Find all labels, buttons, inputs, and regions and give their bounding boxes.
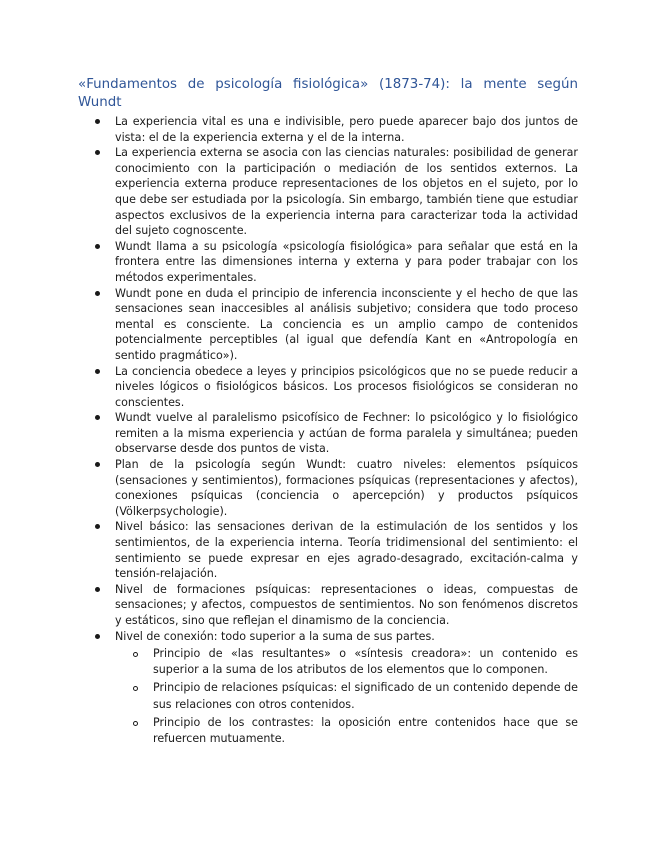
bullet-icon	[95, 634, 100, 639]
list-item	[78, 114, 578, 145]
bullet-icon	[95, 244, 100, 249]
list-item	[78, 457, 578, 519]
bullet-icon	[95, 415, 100, 420]
list-item	[78, 629, 578, 748]
list-item	[78, 582, 578, 629]
sub-list-item-text: Principio de «las resultantes» o «síntesis creadora»: un contenido es superior a la suma de los atributos de los elementos que lo componen.	[153, 646, 578, 677]
list-item-text: Wundt vuelve al paralelismo psicofísico de Fechner: lo psicológico y lo fisiológico remiten a la misma experiencia y actúan de forma paralela y simultánea; pueden observarse desde dos puntos de vista.	[115, 411, 578, 456]
bullet-icon	[95, 587, 100, 592]
list-item	[78, 410, 578, 457]
list-item	[78, 145, 578, 239]
bullet-icon	[95, 524, 100, 529]
sub-bullet-list	[115, 646, 578, 748]
bullet-icon	[95, 462, 100, 467]
list-item-text: Plan de la psicología según Wundt: cuatro niveles: elementos psíquicos (sensaciones y sentimientos), formaciones psíquicas (representaciones y afectos), conexiones psíquicas (conciencia o apercepción) y productos psíquicos (Völkerpsychologie).	[115, 458, 578, 518]
sub-list-item-text: Principio de los contrastes: la oposición entre contenidos hace que se refuercen mutuamente.	[153, 715, 578, 746]
hollow-bullet-icon	[133, 721, 138, 726]
list-item-text: La experiencia externa se asocia con las ciencias naturales: posibilidad de generar conocimiento con la participación o mediación de los sentidos externos. La experiencia externa produce representaciones de los objetos en el sujeto, por lo que debe ser estudiada por la psicología. Sin embargo, también tiene que estudiar aspectos exclusivos de la experiencia interna para caracterizar toda la actividad del sujeto cognoscente.	[115, 146, 578, 238]
list-item-text: La conciencia obedece a leyes y principios psicológicos que no se puede reducir a niveles lógicos o fisiológicos básicos. Los procesos fisiológicos se consideran no conscientes.	[115, 364, 578, 409]
bullet-icon	[95, 291, 100, 296]
list-item-text: La experiencia vital es una e indivisible, pero puede aparecer bajo dos juntos de vista: el de la experiencia externa y el de la interna.	[115, 115, 578, 144]
sub-list-item	[115, 646, 578, 679]
section-heading: «Fundamentos de psicología fisiológica» (1873-74): la mente según Wundt	[78, 77, 578, 110]
list-item-text: Nivel de formaciones psíquicas: representaciones o ideas, compuestas de sensaciones; y afectos, compuestos de sentimientos. No son fenómenos discretos y estáticos, sino que reflejan el dinamismo de la conciencia.	[115, 582, 578, 627]
bullet-icon	[95, 150, 100, 155]
sub-list-item-text: Principio de relaciones psíquicas: el significado de un contenido depende de sus relaciones con otros contenidos.	[153, 681, 578, 711]
list-item	[78, 286, 578, 364]
bullet-list	[78, 114, 578, 748]
sub-list-item	[115, 680, 578, 713]
bullet-icon	[95, 119, 100, 124]
list-item-text: Wundt llama a su psicología «psicología fisiológica» para señalar que está en la frontera entre las dimensiones interna y externa y para poder trabajar con los métodos experimentales.	[115, 239, 578, 284]
list-item-text: Nivel de conexión: todo superior a la suma de sus partes.	[115, 629, 435, 643]
list-item-text: Nivel básico: las sensaciones derivan de la estimulación de los sentidos y los sentimientos, de la experiencia interna. Teoría tridimensional del sentimiento: el sentimiento se puede expresar en ejes agrado-desagrado, excitación-calma y tensión-relajación.	[115, 520, 578, 581]
list-item	[78, 364, 578, 411]
document-body	[78, 76, 578, 748]
bullet-icon	[95, 369, 100, 374]
sub-list-item	[115, 715, 578, 748]
hollow-bullet-icon	[133, 652, 138, 657]
hollow-bullet-icon	[133, 686, 138, 691]
list-item	[78, 519, 578, 581]
list-item-text: Wundt pone en duda el principio de inferencia inconsciente y el hecho de que las sensaciones sean inaccesibles al análisis subjetivo; considera que todo proceso mental es consciente. La conciencia es un amplio campo de contenidos potencialmente perceptibles (al igual que defendía Kant en «Antropología en sentido pragmático»).	[115, 286, 578, 362]
list-item	[78, 239, 578, 286]
